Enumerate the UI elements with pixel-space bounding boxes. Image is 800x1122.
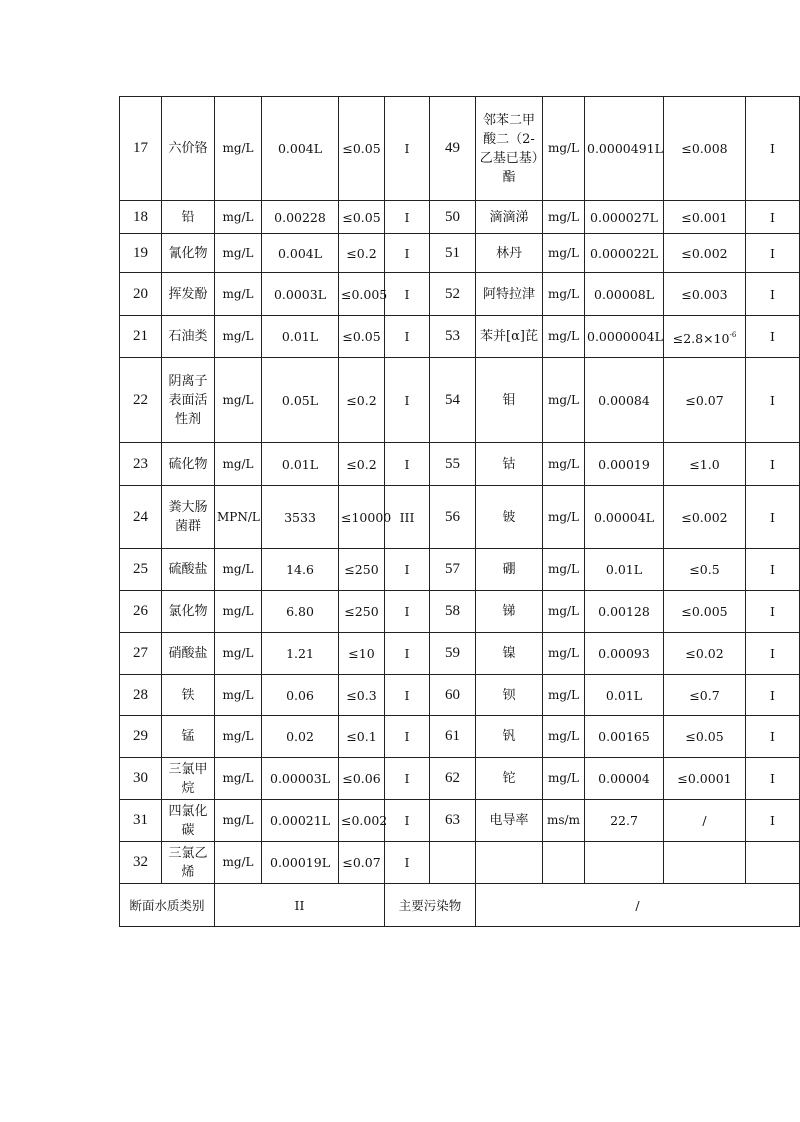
right-item-number: 63 [430,800,476,842]
left-measured-value: 0.004L [262,97,339,201]
right-item-number: 52 [430,273,476,316]
left-measured-value: 0.00228 [262,201,339,234]
left-item-name: 三氯甲烷 [162,758,215,800]
right-quality-grade: I [746,716,800,758]
right-item-name: 林丹 [476,234,543,273]
left-quality-grade: I [385,716,430,758]
left-item-number: 18 [120,201,162,234]
left-item-unit: mg/L [215,633,262,675]
left-item-name: 锰 [162,716,215,758]
right-quality-grade [746,842,800,884]
left-standard-limit: ≤0.06 [339,758,385,800]
right-item-unit: ms/m [543,800,585,842]
right-item-name [476,842,543,884]
exponent: -6 [729,330,737,339]
right-standard-limit: ≤0.02 [664,633,746,675]
right-item-unit: mg/L [543,716,585,758]
left-quality-grade: I [385,358,430,443]
right-item-unit: mg/L [543,675,585,716]
left-quality-grade: I [385,549,430,591]
water-quality-table [119,96,800,927]
right-item-number: 51 [430,234,476,273]
right-item-number: 54 [430,358,476,443]
right-item-number: 62 [430,758,476,800]
left-item-number: 29 [120,716,162,758]
left-item-unit: mg/L [215,273,262,316]
right-measured-value [585,842,664,884]
left-standard-limit: ≤0.05 [339,97,385,201]
left-standard-limit: ≤250 [339,549,385,591]
table-row [120,234,800,273]
left-measured-value: 0.004L [262,234,339,273]
left-standard-limit: ≤250 [339,591,385,633]
right-item-number: 59 [430,633,476,675]
left-standard-limit: ≤0.3 [339,675,385,716]
right-standard-limit: ≤0.008 [664,97,746,201]
left-item-number: 23 [120,443,162,486]
right-item-name: 锑 [476,591,543,633]
right-item-name: 铊 [476,758,543,800]
left-standard-limit: ≤0.1 [339,716,385,758]
right-item-unit: mg/L [543,97,585,201]
right-item-name: 阿特拉津 [476,273,543,316]
right-item-unit: mg/L [543,549,585,591]
left-measured-value: 0.05L [262,358,339,443]
left-quality-grade: I [385,800,430,842]
left-quality-grade: I [385,675,430,716]
right-item-number: 53 [430,316,476,358]
right-item-unit: mg/L [543,633,585,675]
left-quality-grade: I [385,758,430,800]
right-quality-grade: I [746,201,800,234]
right-standard-limit: ≤1.0 [664,443,746,486]
right-item-unit [543,842,585,884]
left-quality-grade: I [385,316,430,358]
table-row [120,591,800,633]
left-item-unit: mg/L [215,234,262,273]
right-item-name: 苯并[α]芘 [476,316,543,358]
left-measured-value: 0.00019L [262,842,339,884]
right-measured-value: 0.000022L [585,234,664,273]
right-item-name: 铍 [476,486,543,549]
table-row [120,201,800,234]
left-measured-value: 0.00021L [262,800,339,842]
right-measured-value: 0.00165 [585,716,664,758]
left-measured-value: 14.6 [262,549,339,591]
left-item-unit: mg/L [215,97,262,201]
left-measured-value: 0.01L [262,316,339,358]
left-item-number: 20 [120,273,162,316]
left-standard-limit: ≤0.07 [339,842,385,884]
table-row [120,273,800,316]
water-class-label: 断面水质类别 [120,884,215,927]
right-measured-value: 0.00004L [585,486,664,549]
right-quality-grade: I [746,97,800,201]
right-quality-grade: I [746,358,800,443]
left-item-name: 铁 [162,675,215,716]
right-item-name: 电导率 [476,800,543,842]
right-measured-value: 0.00128 [585,591,664,633]
table-row [120,316,800,358]
right-quality-grade: I [746,234,800,273]
left-standard-limit: ≤10 [339,633,385,675]
right-measured-value: 0.00008L [585,273,664,316]
right-standard-limit: / [664,800,746,842]
left-measured-value: 6.80 [262,591,339,633]
left-item-name: 硫酸盐 [162,549,215,591]
right-item-unit: mg/L [543,201,585,234]
right-measured-value: 0.00084 [585,358,664,443]
left-item-number: 19 [120,234,162,273]
left-quality-grade: I [385,273,430,316]
table-row [120,443,800,486]
right-item-number: 57 [430,549,476,591]
table-row [120,97,800,201]
left-item-unit: mg/L [215,842,262,884]
right-measured-value: 0.000027L [585,201,664,234]
table-row [120,675,800,716]
right-item-unit: mg/L [543,443,585,486]
right-item-name: 钡 [476,675,543,716]
right-item-unit: mg/L [543,358,585,443]
right-item-name: 钼 [476,358,543,443]
left-standard-limit: ≤0.05 [339,316,385,358]
right-quality-grade: I [746,758,800,800]
left-item-unit: mg/L [215,443,262,486]
right-measured-value: 0.01L [585,549,664,591]
right-measured-value: 0.00004 [585,758,664,800]
right-item-name: 镍 [476,633,543,675]
table-row [120,758,800,800]
left-item-number: 31 [120,800,162,842]
left-standard-limit: ≤0.2 [339,443,385,486]
left-item-number: 30 [120,758,162,800]
left-item-name: 四氯化碳 [162,800,215,842]
left-item-number: 26 [120,591,162,633]
left-item-name: 六价铬 [162,97,215,201]
table-row [120,358,800,443]
right-measured-value: 0.0000491L [585,97,664,201]
right-standard-limit: $\le 2.8\times 10^{-6}$ [664,316,746,358]
right-quality-grade: I [746,273,800,316]
right-standard-limit: ≤0.001 [664,201,746,234]
right-quality-grade: I [746,633,800,675]
right-standard-limit: ≤0.5 [664,549,746,591]
right-standard-limit: ≤0.003 [664,273,746,316]
left-item-unit: mg/L [215,316,262,358]
right-standard-limit: ≤0.0001 [664,758,746,800]
left-measured-value: 0.06 [262,675,339,716]
left-item-name: 石油类 [162,316,215,358]
right-quality-grade: I [746,486,800,549]
left-measured-value: 0.02 [262,716,339,758]
left-item-name: 氰化物 [162,234,215,273]
left-measured-value: 3533 [262,486,339,549]
right-item-name: 邻苯二甲酸二（2-乙基已基）酯 [476,97,543,201]
table-row [120,633,800,675]
left-item-name: 氯化物 [162,591,215,633]
left-quality-grade: I [385,234,430,273]
right-item-unit: mg/L [543,486,585,549]
left-standard-limit: ≤0.002 [339,800,385,842]
right-quality-grade: I [746,675,800,716]
left-quality-grade: I [385,842,430,884]
left-measured-value: 1.21 [262,633,339,675]
left-item-number: 28 [120,675,162,716]
right-item-number: 50 [430,201,476,234]
left-standard-limit: ≤0.2 [339,358,385,443]
left-quality-grade: I [385,591,430,633]
right-standard-limit [664,842,746,884]
right-item-name: 钒 [476,716,543,758]
left-item-number: 22 [120,358,162,443]
water-class-value: II [215,884,385,927]
summary-row [120,884,800,927]
right-measured-value: 0.00019 [585,443,664,486]
right-item-number: 55 [430,443,476,486]
table-row [120,486,800,549]
left-standard-limit: ≤10000 [339,486,385,549]
left-item-name: 阴离子表面活性剂 [162,358,215,443]
right-measured-value: 0.00093 [585,633,664,675]
left-quality-grade: I [385,97,430,201]
left-item-name: 硝酸盐 [162,633,215,675]
left-standard-limit: ≤0.005 [339,273,385,316]
right-item-unit: mg/L [543,758,585,800]
right-item-name: 钴 [476,443,543,486]
left-quality-grade: I [385,443,430,486]
table-row [120,800,800,842]
left-quality-grade: I [385,201,430,234]
left-item-name: 粪大肠菌群 [162,486,215,549]
left-item-unit: MPN/L [215,486,262,549]
left-measured-value: 0.0003L [262,273,339,316]
left-item-number: 25 [120,549,162,591]
left-item-unit: mg/L [215,549,262,591]
right-standard-limit: ≤0.005 [664,591,746,633]
left-item-name: 挥发酚 [162,273,215,316]
right-measured-value: 0.01L [585,675,664,716]
left-item-number: 21 [120,316,162,358]
left-item-name: 铅 [162,201,215,234]
left-standard-limit: ≤0.05 [339,201,385,234]
main-pollutant-label: 主要污染物 [385,884,476,927]
table-body [120,97,800,884]
left-item-unit: mg/L [215,800,262,842]
right-item-number: 60 [430,675,476,716]
left-quality-grade: I [385,633,430,675]
left-measured-value: 0.01L [262,443,339,486]
right-standard-limit: ≤0.07 [664,358,746,443]
left-standard-limit: ≤0.2 [339,234,385,273]
right-measured-value: 0.0000004L [585,316,664,358]
left-item-unit: mg/L [215,716,262,758]
left-item-name: 硫化物 [162,443,215,486]
right-item-number [430,842,476,884]
right-item-unit: mg/L [543,234,585,273]
right-standard-limit: ≤0.7 [664,675,746,716]
left-item-number: 17 [120,97,162,201]
left-quality-grade: III [385,486,430,549]
table-row [120,842,800,884]
left-item-unit: mg/L [215,201,262,234]
left-item-unit: mg/L [215,591,262,633]
right-item-number: 58 [430,591,476,633]
right-quality-grade: I [746,443,800,486]
table-row [120,549,800,591]
left-measured-value: 0.00003L [262,758,339,800]
right-quality-grade: I [746,800,800,842]
left-item-unit: mg/L [215,675,262,716]
left-item-unit: mg/L [215,358,262,443]
left-item-number: 32 [120,842,162,884]
right-item-number: 49 [430,97,476,201]
right-item-unit: mg/L [543,273,585,316]
right-item-number: 56 [430,486,476,549]
right-item-name: 硼 [476,549,543,591]
left-item-unit: mg/L [215,758,262,800]
right-quality-grade: I [746,549,800,591]
right-standard-limit: ≤0.05 [664,716,746,758]
right-standard-limit: ≤0.002 [664,234,746,273]
left-item-number: 24 [120,486,162,549]
main-pollutant-value: / [476,884,800,927]
table-row [120,716,800,758]
right-item-number: 61 [430,716,476,758]
right-item-unit: mg/L [543,316,585,358]
right-measured-value: 22.7 [585,800,664,842]
right-item-unit: mg/L [543,591,585,633]
left-item-name: 三氯乙烯 [162,842,215,884]
right-quality-grade: I [746,591,800,633]
left-item-number: 27 [120,633,162,675]
right-quality-grade: I [746,316,800,358]
right-standard-limit: ≤0.002 [664,486,746,549]
right-item-name: 滴滴涕 [476,201,543,234]
